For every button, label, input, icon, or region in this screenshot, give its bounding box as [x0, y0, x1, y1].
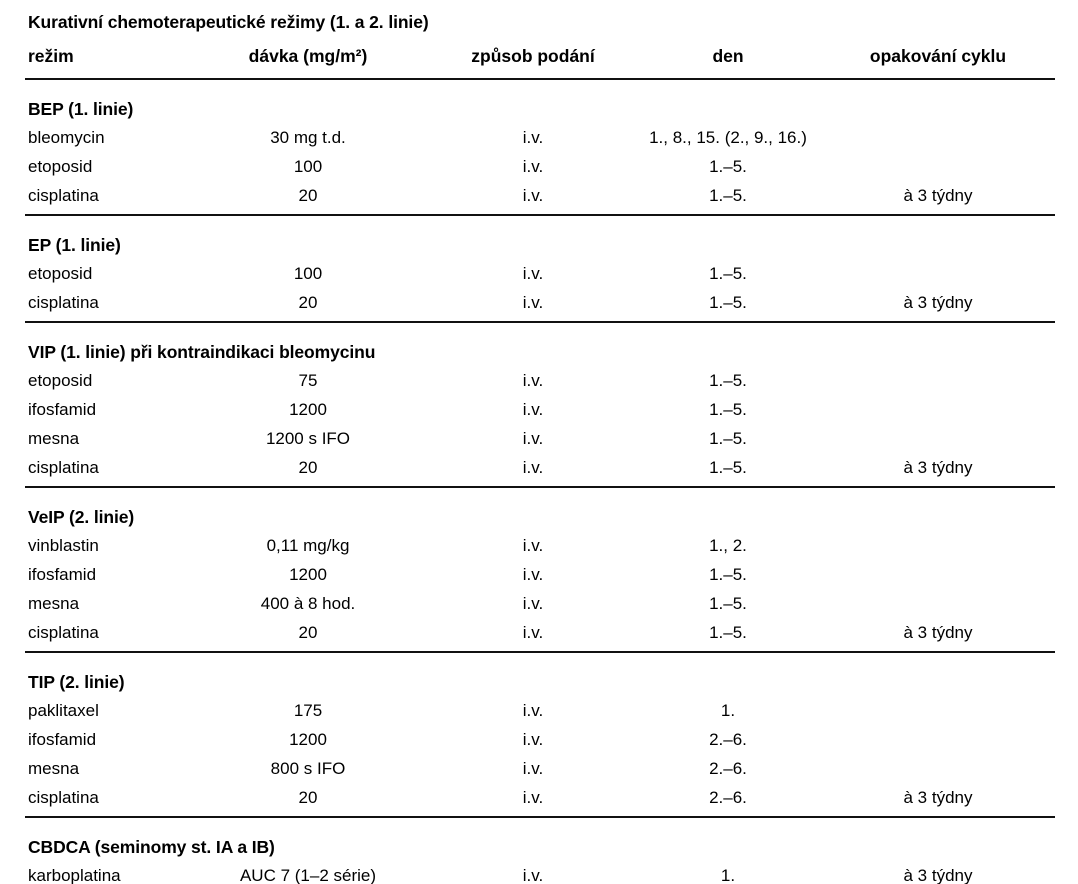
cycle-repeat-cell: à 3 týdny	[821, 181, 1055, 215]
section-title: VeIP (2. linie)	[28, 507, 135, 527]
drug-name-cell: etoposid	[28, 263, 93, 283]
table-row	[25, 181, 1055, 215]
section-header-row	[25, 79, 1055, 123]
day-cell: 2.–6.	[709, 758, 747, 778]
cycle-repeat-cell: à 3 týdny	[821, 288, 1055, 322]
dose-cell: 20	[185, 783, 431, 817]
section-header-row	[25, 652, 1055, 696]
dose-cell: 20	[185, 618, 431, 652]
section-title: VIP (1. linie) při kontraindikaci bleomycinu	[28, 342, 376, 362]
drug-name-cell: karboplatina	[25, 861, 185, 884]
section-title: CBDCA (seminomy st. IA a IB)	[28, 837, 275, 857]
drug-name-cell: vinblastin	[28, 535, 99, 555]
table-row	[25, 453, 1055, 487]
route-cell: i.v.	[522, 156, 544, 176]
table-row	[25, 754, 1055, 783]
drug-name-cell: ifosfamid	[28, 564, 97, 584]
dose-cell: 800 s IFO	[270, 758, 346, 778]
drug-name-cell: paklitaxel	[28, 700, 99, 720]
cycle-repeat-cell: à 3 týdny	[821, 783, 1055, 817]
route-cell: i.v.	[522, 758, 544, 778]
drug-name-cell: ifosfamid	[28, 729, 97, 749]
section-header-row	[25, 817, 1055, 861]
dose-cell: 1200 s IFO	[265, 428, 351, 448]
day-cell: 1.–5.	[709, 428, 747, 448]
dose-cell: 1200	[289, 729, 327, 749]
table-row	[25, 288, 1055, 322]
cycle-repeat-cell	[821, 424, 1055, 453]
cycle-repeat-cell	[821, 696, 1055, 725]
route-cell: i.v.	[522, 263, 544, 283]
day-cell: 2.–6.	[709, 729, 747, 749]
dose-cell: 20	[185, 181, 431, 215]
drug-name-cell: mesna	[28, 758, 80, 778]
dose-cell: 175	[293, 700, 323, 720]
drug-name-cell: etoposid	[28, 370, 93, 390]
day-cell: 1.–5.	[635, 618, 821, 652]
route-cell: i.v.	[522, 535, 544, 555]
table-row	[25, 560, 1055, 589]
drug-name-cell: cisplatina	[25, 181, 185, 215]
cycle-repeat-cell	[821, 589, 1055, 618]
dose-cell: 1200	[289, 399, 327, 419]
day-cell: 1.	[635, 861, 821, 884]
column-header-zpusob-podani: způsob podání	[431, 46, 635, 79]
cycle-repeat-cell	[821, 152, 1055, 181]
table-row	[25, 725, 1055, 754]
drug-name-cell: ifosfamid	[28, 399, 97, 419]
cycle-repeat-cell	[821, 366, 1055, 395]
table-row	[25, 696, 1055, 725]
cycle-repeat-cell: à 3 týdny	[821, 861, 1055, 884]
route-cell: i.v.	[431, 288, 635, 322]
table-row	[25, 531, 1055, 560]
section-header-row	[25, 322, 1055, 366]
section-header-row	[25, 487, 1055, 531]
dose-cell: 30 mg t.d.	[270, 127, 346, 147]
column-header-rezim: režim	[25, 46, 185, 79]
table-row	[25, 395, 1055, 424]
table-row	[25, 366, 1055, 395]
column-header-opakovani-cyklu: opakování cyklu	[821, 46, 1055, 79]
day-cell: 1.	[720, 700, 736, 720]
day-cell: 1.–5.	[635, 181, 821, 215]
dose-cell: 20	[185, 288, 431, 322]
route-cell: i.v.	[522, 729, 544, 749]
cycle-repeat-cell	[821, 123, 1055, 152]
cycle-repeat-cell	[821, 395, 1055, 424]
regimen-table	[25, 46, 1055, 884]
drug-name-cell: bleomycin	[28, 127, 105, 147]
table-row	[25, 589, 1055, 618]
table-title: Kurativní chemoterapeutické režimy (1. a 2. linie)	[28, 12, 429, 32]
drug-name-cell: cisplatina	[25, 618, 185, 652]
section-title: BEP (1. linie)	[28, 99, 134, 119]
route-cell: i.v.	[522, 428, 544, 448]
cycle-repeat-cell	[821, 531, 1055, 560]
dose-cell: 20	[185, 453, 431, 487]
section-header-row	[25, 215, 1055, 259]
day-cell: 1.–5.	[709, 263, 747, 283]
route-cell: i.v.	[522, 399, 544, 419]
day-cell: 1.–5.	[709, 564, 747, 584]
drug-name-cell: cisplatina	[25, 453, 185, 487]
section-title: TIP (2. linie)	[28, 672, 125, 692]
route-cell: i.v.	[522, 593, 544, 613]
table-row	[25, 259, 1055, 288]
dose-cell: 0,11 mg/kg	[266, 535, 350, 555]
cycle-repeat-cell: à 3 týdny	[821, 618, 1055, 652]
drug-name-cell: cisplatina	[25, 288, 185, 322]
day-cell: 2.–6.	[635, 783, 821, 817]
dose-cell: 100	[293, 263, 323, 283]
drug-name-cell: mesna	[28, 593, 80, 613]
table-row	[25, 123, 1055, 152]
cycle-repeat-cell: à 3 týdny	[821, 453, 1055, 487]
drug-name-cell: mesna	[28, 428, 80, 448]
table-row	[25, 152, 1055, 181]
day-cell: 1.–5.	[635, 288, 821, 322]
cycle-repeat-cell	[821, 259, 1055, 288]
column-header-row	[25, 46, 1055, 79]
dose-cell: 100	[293, 156, 323, 176]
route-cell: i.v.	[522, 700, 544, 720]
day-cell: 1.–5.	[709, 399, 747, 419]
route-cell: i.v.	[522, 370, 544, 390]
day-cell: 1., 2.	[709, 535, 747, 555]
dose-cell: AUC 7 (1–2 série)	[185, 861, 431, 884]
route-cell: i.v.	[431, 453, 635, 487]
cycle-repeat-cell	[821, 560, 1055, 589]
table-row	[25, 618, 1055, 652]
route-cell: i.v.	[431, 783, 635, 817]
day-cell: 1., 8., 15. (2., 9., 16.)	[649, 127, 807, 147]
column-header-den: den	[635, 46, 821, 79]
regimen-table-body	[25, 79, 1055, 884]
dose-cell: 400 à 8 hod.	[260, 593, 356, 613]
table-row	[25, 861, 1055, 884]
cycle-repeat-cell	[821, 725, 1055, 754]
column-header-davka: dávka (mg/m²)	[185, 46, 431, 79]
route-cell: i.v.	[431, 181, 635, 215]
drug-name-cell: etoposid	[28, 156, 93, 176]
route-cell: i.v.	[522, 564, 544, 584]
drug-name-cell: cisplatina	[25, 783, 185, 817]
dose-cell: 1200	[289, 564, 327, 584]
day-cell: 1.–5.	[709, 593, 747, 613]
cycle-repeat-cell	[821, 754, 1055, 783]
route-cell: i.v.	[431, 861, 635, 884]
route-cell: i.v.	[431, 618, 635, 652]
table-row	[25, 783, 1055, 817]
day-cell: 1.–5.	[709, 156, 747, 176]
table-row	[25, 424, 1055, 453]
day-cell: 1.–5.	[709, 370, 747, 390]
day-cell: 1.–5.	[635, 453, 821, 487]
route-cell: i.v.	[522, 127, 544, 147]
dose-cell: 75	[298, 370, 318, 390]
section-title: EP (1. linie)	[28, 235, 121, 255]
